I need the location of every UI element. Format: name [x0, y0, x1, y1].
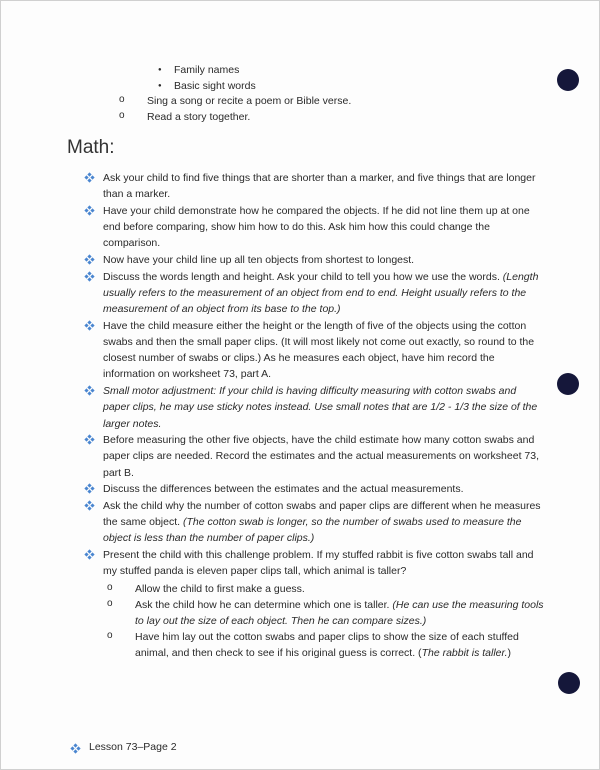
list-item — [85, 203, 545, 252]
diamond-bullet-icon — [85, 435, 94, 444]
binder-hole — [557, 373, 579, 395]
list-item — [85, 318, 545, 383]
binder-hole — [558, 672, 580, 694]
list-item — [85, 269, 545, 318]
item-note: (He can use the measuring tools to lay out the size of each object. Then he can compare sizes.) — [135, 598, 544, 627]
list-item: ● Basic sight words — [147, 78, 256, 94]
list-item — [85, 252, 545, 268]
list-item — [85, 498, 545, 547]
item-text: Before measuring the other five objects, have the child estimate how many cotton swabs and paper clips are needed. Record the estimates and the actual measurements on worksheet 73, part B. — [103, 434, 540, 479]
list-item: o Read a story together. — [117, 109, 351, 125]
list-item — [85, 481, 545, 497]
item-note: (Length usually refers to the measurement of an object from end to end. Height usually refers to the measurement of an object from its base to the top.) — [103, 270, 539, 316]
item-text: Have the child measure either the height or the length of five of the objects using the cotton swabs and then the small paper clips. (It will most likely not come out exactly, so round to the closest number of swabs or clips.) As he measures each object, have him record the information on worksheet 73, part A. — [103, 319, 535, 381]
item-text: Now have your child line up all ten objects from shortest to longest. — [103, 254, 415, 267]
item-note: (The cotton swab is longer, so the number of swabs used to measure the object is less than the number of paper clips.) — [103, 516, 522, 545]
section-heading: Math: — [67, 137, 115, 158]
list-item — [105, 597, 545, 629]
list-item — [105, 581, 545, 597]
list-item: o Sing a song or recite a poem or Bible verse. — [117, 93, 351, 109]
item-text: Ask the child why the number of cotton swabs and paper clips are different when he measures the same object. — [103, 500, 541, 529]
diamond-bullet-icon — [85, 206, 94, 215]
item-text: Have him lay out the cotton swabs and paper clips to show the size of each stuffed animal, and then check to see if his original guess is correct. ( — [135, 630, 519, 659]
diamond-bullet-icon — [85, 550, 94, 559]
item-text: Ask your child to find five things that are shorter than a marker, and five things that are longer than a marker. — [103, 172, 536, 201]
diamond-bullet-icon — [85, 255, 94, 264]
list-item — [85, 432, 545, 481]
footer-label: Lesson 73–Page 2 — [89, 741, 177, 753]
item-text: Discuss the differences between the estimates and the actual measurements. — [103, 483, 464, 496]
diamond-bullet-icon — [85, 501, 94, 510]
math-activities-list — [85, 170, 545, 661]
list-item — [85, 383, 545, 432]
sight-words-list — [147, 62, 256, 94]
list-item — [85, 547, 545, 660]
binder-hole — [557, 69, 579, 91]
challenge-steps-list — [103, 581, 545, 661]
activity-list — [117, 93, 351, 125]
item-text: Have your child demonstrate how he compared the objects. If he did not line them up at one end before comparing, show him how to do this. Ask him how this could change the comparison. — [103, 204, 530, 250]
list-item — [105, 629, 545, 661]
list-item — [85, 170, 545, 202]
diamond-bullet-icon — [85, 173, 94, 182]
diamond-bullet-icon — [71, 744, 80, 753]
item-text: Allow the child to first make a guess. — [135, 582, 305, 595]
diamond-bullet-icon — [85, 386, 94, 395]
diamond-bullet-icon — [85, 484, 94, 493]
diamond-bullet-icon — [85, 321, 94, 330]
item-text-tail: ) — [507, 646, 512, 659]
page-footer — [71, 741, 177, 753]
diamond-bullet-icon — [85, 272, 94, 281]
item-text: Present the child with this challenge problem. If my stuffed rabbit is five cotton swabs tall and my stuffed panda is eleven paper clips tall, which animal is taller? — [103, 549, 534, 578]
list-item: ● Family names — [147, 62, 256, 78]
item-text: Ask the child how he can determine which one is taller. — [135, 598, 393, 611]
item-note: The rabbit is taller. — [421, 646, 508, 659]
item-text: Discuss the words length and height. Ask your child to tell you how we use the words. — [103, 270, 503, 283]
item-note: Small motor adjustment: If your child is having difficulty measuring with cotton swabs and paper clips, he may use sticky notes instead. Use small notes that are 1/2 - 1/3 the size of the larger notes. — [103, 385, 538, 430]
